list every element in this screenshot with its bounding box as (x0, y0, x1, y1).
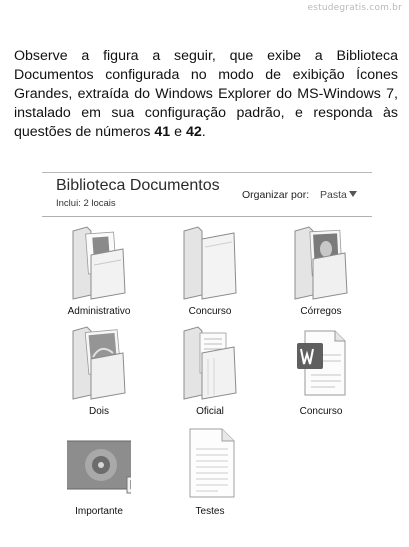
item-oficial[interactable] (160, 325, 260, 425)
item-label: Concurso (299, 406, 343, 417)
text-file-icon (178, 425, 242, 501)
dropdown-arrow-icon (349, 191, 357, 197)
item-importante[interactable] (49, 425, 149, 525)
question-number-42: 42 (185, 124, 202, 140)
question-text (14, 47, 398, 142)
item-label: Administrativo (67, 306, 131, 317)
organize-by-value: Pasta (320, 189, 347, 201)
item-administrativo[interactable] (49, 225, 149, 325)
folder-photo-icon (67, 325, 131, 401)
explorer-figure (42, 172, 372, 542)
item-concurso-folder[interactable] (160, 225, 260, 325)
item-dois[interactable] (49, 325, 149, 425)
folder-documents-icon (178, 325, 242, 401)
item-corregos[interactable] (271, 225, 371, 325)
item-label: Córregos (300, 306, 342, 317)
question-body: Observe a figura a seguir, que exibe a Biblioteca Documentos configurada no modo de exibição Ícones Grandes, extraída do Windows Explorer do MS-Windows 7, instalado em sua configuração padrão, e responda às questões de números (14, 48, 398, 140)
header-divider (42, 216, 372, 217)
item-testes[interactable] (160, 425, 260, 525)
library-title: Biblioteca Documentos (56, 177, 220, 194)
item-label: Concurso (188, 306, 232, 317)
question-end: . (201, 124, 206, 140)
item-label: Dois (88, 406, 109, 417)
item-label: Oficial (196, 406, 224, 417)
folder-icon (178, 225, 242, 301)
question-number-41: 41 (154, 124, 171, 140)
word-document-icon (289, 325, 353, 401)
figure-top-border (42, 172, 372, 173)
folder-documents-icon (67, 225, 131, 301)
organize-by-dropdown[interactable] (320, 189, 357, 201)
item-concurso-document[interactable] (271, 325, 371, 425)
library-includes[interactable]: Inclui: 2 locais (56, 198, 116, 209)
image-file-icon (67, 425, 131, 501)
item-label: Testes (195, 506, 225, 517)
organize-by-label: Organizar por: (242, 189, 310, 201)
item-label: Importante (75, 506, 123, 517)
question-connector: e (170, 124, 186, 140)
folder-photo-icon (289, 225, 353, 301)
watermark: estudegratis.com.br (307, 3, 402, 13)
